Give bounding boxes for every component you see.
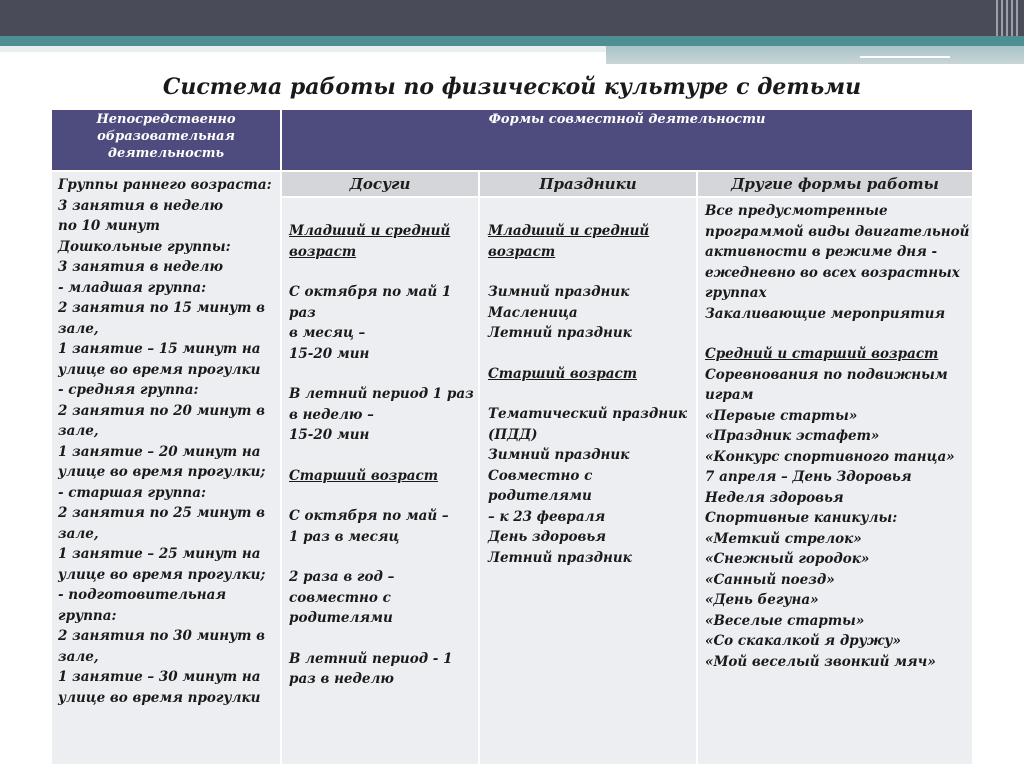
header-joint-activities: Формы совместной деятельности (282, 110, 972, 170)
other-forms-line: группах (705, 285, 767, 301)
light-stripe (606, 46, 1024, 64)
other-forms-line: ежедневно во всех возрастных (705, 264, 960, 281)
subheader-dosugi: Досуги (282, 172, 478, 196)
left-column-line: по 10 минут (58, 218, 160, 234)
teal-stripe (0, 36, 1024, 46)
decor-vertical-bars (996, 0, 1018, 40)
other-forms-line: Соревнования по подвижным (705, 366, 948, 383)
left-column-line: улице во время прогулки; (58, 464, 266, 480)
prazdniki-senior-line: Тематический праздник (488, 406, 688, 422)
left-column-line: зале, (58, 525, 99, 542)
schedule-table (52, 110, 972, 764)
left-column-line: улице во время прогулки (58, 689, 261, 706)
left-column-line: - младшая группа: (58, 279, 207, 296)
other-forms-line: «Первые старты» (705, 407, 858, 424)
decor-white-cut (0, 46, 606, 52)
prazdniki-senior-line: Летний праздник (488, 549, 632, 566)
other-forms-line: играм (705, 387, 754, 403)
other-forms-line: программой виды двигательной (705, 223, 970, 240)
subheader-other-forms: Другие формы работы (698, 172, 972, 196)
other-forms-line: «Снежный городок» (705, 551, 870, 567)
left-column-line: 1 занятие – 20 минут на (58, 443, 261, 460)
left-column-line: 2 занятия по 20 минут в (58, 402, 266, 419)
left-column-line: - подготовительная (58, 587, 227, 603)
dosugi-senior-heading: Старший возраст (289, 467, 439, 484)
other-forms-heading: Средний и старший возраст (705, 346, 939, 362)
left-column-line: 3 занятия в неделю (58, 197, 223, 214)
prazdniki-senior-lines (488, 404, 696, 568)
prazdniki-senior-line: Совместно с родителями (488, 467, 593, 504)
other-forms-line: «Со скакалкой я дружу» (705, 633, 901, 649)
left-column-line: улице во время прогулки (58, 361, 261, 378)
prazdniki-senior-heading: Старший возраст (488, 365, 638, 382)
prazdniki-senior-line: (ПДД) (488, 426, 538, 443)
left-column-line: 1 занятие – 25 минут на (58, 546, 261, 562)
left-column-line: зале, (58, 648, 99, 665)
decor-thin-line (860, 56, 950, 58)
left-column-line: зале, (58, 320, 99, 337)
left-column-line: 2 занятия по 30 минут в (58, 628, 266, 644)
prazdniki-junior-heading: Младший и средний возраст (488, 223, 650, 260)
other-forms-line: Все предусмотренные (705, 203, 888, 219)
other-forms-line: 7 апреля – День Здоровья (705, 469, 912, 485)
other-forms-line: «Конкурс спортивного танца» (705, 448, 955, 465)
left-column-line: 2 занятия по 25 минут в (58, 505, 266, 521)
other-forms-line: «День бегуна» (705, 592, 819, 608)
subheader-prazdniki: Праздники (480, 172, 696, 196)
cell-other-forms (698, 198, 972, 764)
left-column-lines (58, 175, 280, 708)
prazdniki-senior-line: День здоровья (488, 529, 607, 545)
other-forms-line: Спортивные каникулы: (705, 510, 898, 526)
prazdniki-senior-line: Зимний праздник (488, 447, 630, 463)
top-decor-band (0, 0, 1024, 36)
left-column-line: - старшая группа: (58, 484, 206, 501)
other-forms-line: Закаливающие мероприятия (705, 305, 946, 322)
prazdniki-senior-line: – к 23 февраля (488, 508, 606, 525)
header-direct-education: Непосредственно образовательная деятельность (52, 110, 280, 170)
cell-prazdniki: Младший и средний возраст Зимний праздник Масленица Летний праздник Старший возраст Тематический праздник (ПДД) Зимний праздник Совместно с родителями – к 23 февраля День здоровья Летний праздник (480, 198, 696, 764)
left-column-line: 1 занятие – 15 минут на (58, 341, 261, 357)
left-column-line: 3 занятия в неделю (58, 259, 223, 275)
other-forms-line: «Праздник эстафет» (705, 428, 880, 444)
other-forms-line: «Мой веселый звонкий мяч» (705, 653, 936, 670)
other-forms-lines-a (705, 201, 972, 324)
other-forms-line: «Меткий стрелок» (705, 530, 862, 547)
left-column-line: - средняя группа: (58, 382, 199, 398)
dosugi-junior-heading: Младший и средний возраст (289, 223, 451, 260)
slide-title: Система работы по физической культуре с детьми (162, 74, 862, 100)
other-forms-line: «Веселые старты» (705, 612, 865, 629)
other-forms-lines-b (705, 365, 972, 673)
left-column-line: улице во время прогулки; (58, 566, 266, 583)
left-column-line: 1 занятие – 30 минут на (58, 669, 261, 685)
left-column-line: Дошкольные группы: (58, 238, 231, 255)
left-column-line: группа: (58, 607, 117, 624)
left-column-line: зале, (58, 423, 99, 439)
other-forms-line: активности в режиме дня - (705, 244, 938, 260)
cell-direct-education (52, 172, 280, 764)
left-column-line: Группы раннего возраста: (58, 177, 272, 193)
other-forms-line: «Санный поезд» (705, 571, 835, 588)
cell-dosugi: Младший и средний возраст С октября по май 1 раз в месяц – 15-20 мин В летний период 1 раз в неделю – 15-20 мин Старший возраст С октября по май – 1 раз в месяц 2 раза в год – совместно с родителями В летний период - 1 раз в неделю (282, 198, 478, 764)
left-column-line: 2 занятия по 15 минут в (58, 300, 266, 316)
other-forms-line: Неделя здоровья (705, 489, 844, 506)
